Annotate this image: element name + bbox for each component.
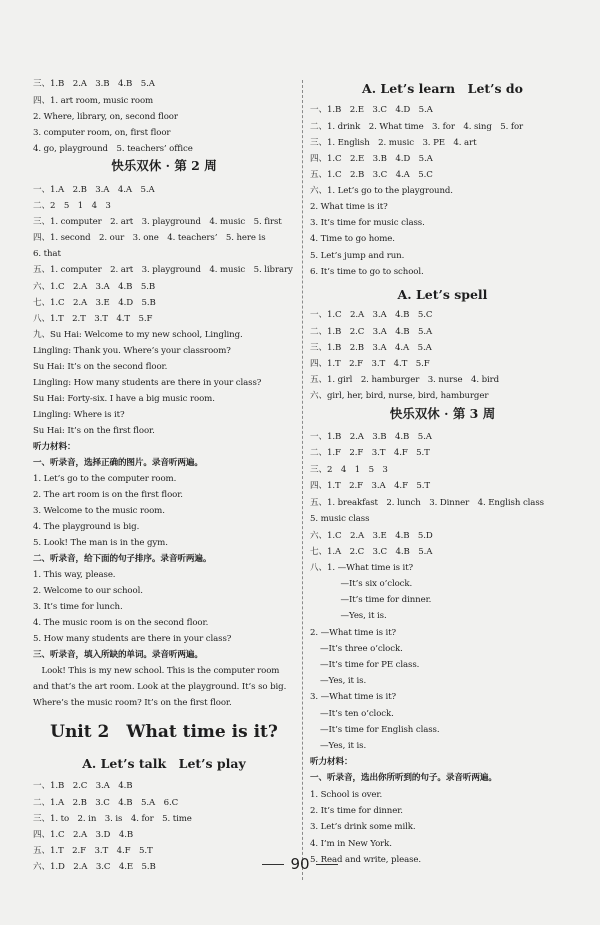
listening-line: 5. How many students are there in your class? <box>33 634 232 644</box>
answer-line: 3. computer room, on, first floor <box>33 128 171 138</box>
spell-heading: A. Let’s spell <box>397 287 488 302</box>
dialogue-line: Lingling: Thank you. Where’s your classroom? <box>33 346 231 356</box>
answer-line: 一、1.B 2.A 3.B 4.B 5.A <box>310 432 432 442</box>
answer-line: 四、1.T 2.F 3.T 4.T 5.F <box>310 359 430 369</box>
dialogue-line: —Yes, it is. <box>320 676 367 686</box>
week2-heading: 快乐双休 · 第 2 周 <box>111 158 217 173</box>
learn-heading: A. Let’s learn Let’s do <box>362 81 523 96</box>
dialogue-line: Su Hai: It’s on the second floor. <box>33 362 168 372</box>
answer-line: 五、1. breakfast 2. lunch 3. Dinner 4. English class <box>310 498 544 508</box>
answer-line: 八、1.T 2.T 3.T 4.T 5.F <box>33 314 153 324</box>
listening-line: 4. I’m in New York. <box>310 839 392 849</box>
dialogue-line: 2. —What time is it? <box>310 628 397 638</box>
dialogue-line: —It’s six o’clock. <box>332 579 413 589</box>
answer-line: 七、1.A 2.C 3.C 4.B 5.A <box>310 547 433 557</box>
answer-line: 4. Time to go home. <box>310 234 395 244</box>
answer-line: 六、1.C 2.A 3.A 4.B 5.B <box>33 282 156 292</box>
answer-line: 3. It’s time for music class. <box>310 218 425 228</box>
answer-line: 三、1. computer 2. art 3. playground 4. music 5. first <box>33 217 282 227</box>
answer-line: 二、1. drink 2. What time 3. for 4. sing 5. for <box>310 122 524 132</box>
listening-instruction: 三、听录音，填入所缺的单词。录音听两遍。 <box>33 650 203 660</box>
listening-line: 5. Look! The man is in the gym. <box>33 538 168 548</box>
answer-line: 六、1.D 2.A 3.C 4.E 5.B <box>33 862 156 872</box>
answer-line: 三、1.B 2.B 3.A 4.A 5.A <box>310 343 432 353</box>
listening-instruction: 一、听录音，选出你所听到的句子。录音听两遍。 <box>310 773 497 783</box>
answer-line: 2. What time is it? <box>310 202 388 212</box>
listening-line: 1. Let’s go to the computer room. <box>33 474 177 484</box>
listening-line: 2. It’s time for dinner. <box>310 806 403 816</box>
page-number <box>0 855 600 873</box>
listening-line: Look! This is my new school. This is the computer room <box>33 666 280 676</box>
answer-line: 四、1.C 2.A 3.D 4.B <box>33 830 134 840</box>
answer-line: 四、1. art room, music room <box>33 96 154 106</box>
unit-title: Unit 2 What time is it? <box>50 722 278 742</box>
page-number-value: 90 <box>290 855 310 873</box>
answer-line: 一、1.B 2.E 3.C 4.D 5.A <box>310 105 433 115</box>
week3-heading: 快乐双休 · 第 3 周 <box>389 406 496 421</box>
dialogue-line: Su Hai: It’s on the first floor. <box>33 426 155 436</box>
dialogue-line: —It’s time for PE class. <box>320 660 420 670</box>
listening-line: 4. The playground is big. <box>33 522 140 532</box>
page-number-dash-right <box>316 864 338 865</box>
listening-instruction: 二、听录音，给下面的句子排序。录音听两遍。 <box>33 554 212 564</box>
listening-line: 4. The music room is on the second floor. <box>33 618 209 628</box>
listening-instruction: 一、听录音，选择正确的图片。录音听两遍。 <box>33 458 203 468</box>
answer-line: 二、2 5 1 4 3 <box>33 201 111 211</box>
listening-label: 听力材料： <box>33 442 76 452</box>
listening-line: Where’s the music room? It’s on the first floor. <box>33 698 232 708</box>
answer-line: 二、1.A 2.B 3.C 4.B 5.A 6.C <box>33 798 179 808</box>
answer-line: 六、1. Let’s go to the playground. <box>310 186 453 196</box>
listening-line: 1. School is over. <box>310 790 383 800</box>
answer-line: 二、1.B 2.C 3.A 4.B 5.A <box>310 327 433 337</box>
answer-line: 七、1.C 2.A 3.E 4.D 5.B <box>33 298 156 308</box>
listening-line: 3. It’s time for lunch. <box>33 602 123 612</box>
answer-line: 一、1.A 2.B 3.A 4.A 5.A <box>33 185 155 195</box>
answer-line: 6. It’s time to go to school. <box>310 267 424 277</box>
answer-line: 5. Let’s jump and run. <box>310 251 405 261</box>
listening-label: 听力材料： <box>310 757 353 767</box>
answer-line: 四、1.T 2.F 3.A 4.F 5.T <box>310 481 431 491</box>
listening-line: 3. Welcome to the music room. <box>33 506 165 516</box>
answer-line: 五、1.T 2.F 3.T 4.F 5.T <box>33 846 153 856</box>
answer-line: 二、1.F 2.F 3.T 4.F 5.T <box>310 448 430 458</box>
listening-line: 2. The art room is on the first floor. <box>33 490 183 500</box>
answer-line: 五、1. computer 2. art 3. playground 4. music 5. library <box>33 265 293 275</box>
answer-line: 四、1.C 2.E 3.B 4.D 5.A <box>310 154 433 164</box>
listening-line: and that’s the art room. Look at the playground. It’s so big. <box>33 682 287 692</box>
dialogue-line: Su Hai: Forty-six. I have a big music room. <box>33 394 215 404</box>
dialogue-line: Lingling: How many students are there in your class? <box>33 378 262 388</box>
listening-line: 1. This way, please. <box>33 570 116 580</box>
talk-heading: A. Let’s talk Let’s play <box>82 756 246 771</box>
dialogue-line: 3. —What time is it? <box>310 692 397 702</box>
dialogue-line: 八、1. —What time is it? <box>310 563 414 573</box>
column-divider <box>302 80 303 880</box>
listening-line: 3. Let’s drink some milk. <box>310 822 416 832</box>
answer-line: 三、1. to 2. in 3. is 4. for 5. time <box>33 814 192 824</box>
dialogue-line: —It’s time for English class. <box>320 725 440 735</box>
dialogue-line: 九、Su Hai: Welcome to my new school, Lingling. <box>33 330 243 340</box>
dialogue-line: —It’s time for dinner. <box>332 595 432 605</box>
dialogue-line: —Yes, it is. <box>332 611 387 621</box>
answer-line: 一、1.B 2.C 3.A 4.B <box>33 781 133 791</box>
answer-line: 六、1.C 2.A 3.E 4.B 5.D <box>310 531 433 541</box>
answer-line: 2. Where, library, on, second floor <box>33 112 178 122</box>
dialogue-line: —Yes, it is. <box>320 741 367 751</box>
answer-line: 六、girl, her, bird, nurse, bird, hamburger <box>310 391 489 401</box>
answer-line: 4. go, playground 5. teachers’ office <box>33 144 193 154</box>
listening-line: 5. Read and write, please. <box>310 855 422 865</box>
listening-line: 2. Welcome to our school. <box>33 586 143 596</box>
answer-line: 三、2 4 1 5 3 <box>310 465 388 475</box>
answer-line: 三、1. English 2. music 3. PE 4. art <box>310 138 477 148</box>
dialogue-line: —It’s ten o’clock. <box>320 709 394 719</box>
answer-line: 三、1.B 2.A 3.B 4.B 5.A <box>33 79 155 89</box>
dialogue-line: —It’s three o’clock. <box>320 644 403 654</box>
answer-line: 一、1.C 2.A 3.A 4.B 5.C <box>310 310 433 320</box>
answer-line: 五、1.C 2.B 3.C 4.A 5.C <box>310 170 433 180</box>
dialogue-line: Lingling: Where is it? <box>33 410 125 420</box>
answer-line: 五、1. girl 2. hamburger 3. nurse 4. bird <box>310 375 500 385</box>
answer-line: 四、1. second 2. our 3. one 4. teachers’ 5. here is <box>33 233 266 243</box>
page-number-dash-left <box>262 864 284 865</box>
answer-line: 6. that <box>33 249 61 259</box>
answer-line: 5. music class <box>310 514 370 524</box>
